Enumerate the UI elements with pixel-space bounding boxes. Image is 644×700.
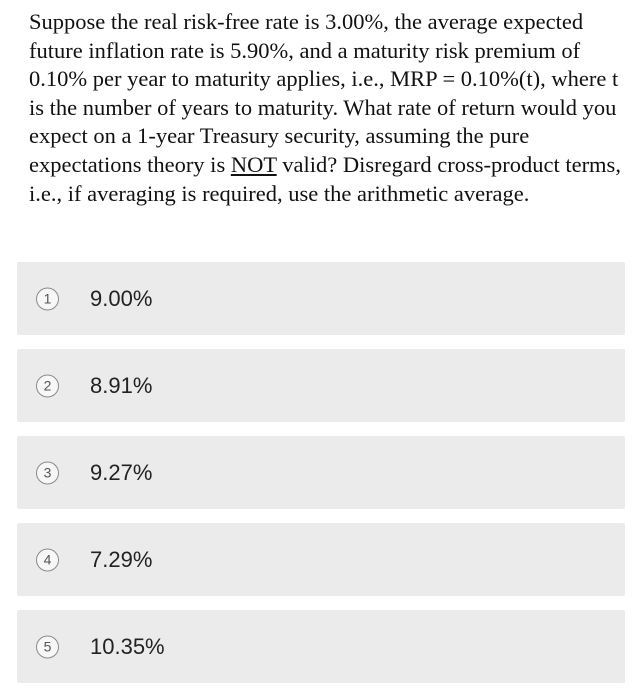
question-emphasis: NOT: [230, 151, 277, 177]
option-number-badge: 4: [36, 548, 59, 571]
answer-option-3[interactable]: [17, 436, 625, 509]
option-label: 9.00%: [90, 285, 153, 311]
answer-option-5[interactable]: [17, 610, 625, 683]
answer-options: [17, 262, 625, 697]
option-number-badge: 1: [36, 287, 59, 310]
option-label: 7.29%: [90, 546, 153, 572]
option-number-badge: 5: [36, 635, 59, 658]
option-number-badge: 2: [36, 374, 59, 397]
answer-option-4[interactable]: [17, 523, 625, 596]
answer-option-2[interactable]: [17, 349, 625, 422]
option-label: 9.27%: [90, 459, 153, 485]
option-number-badge: 3: [36, 461, 59, 484]
answer-option-1[interactable]: [17, 262, 625, 335]
question-text-part2: valid? Disregard cross-product terms, i.e., if averaging is required, use the arithmetic average.: [29, 151, 621, 206]
question-text-part1: Suppose the real risk-free rate is 3.00%, the average expected future inflation rate is 5.90%, and a maturity risk premium of 0.10% per year to maturity applies, i.e., MRP = 0.10%(t), where t is the number of years to maturity. What rate of return would you expect on a 1-year Treasury security, assuming the pure expectations theory is: [29, 9, 619, 177]
question-text: [29, 8, 629, 208]
option-label: 8.91%: [90, 372, 153, 398]
option-label: 10.35%: [90, 633, 165, 659]
